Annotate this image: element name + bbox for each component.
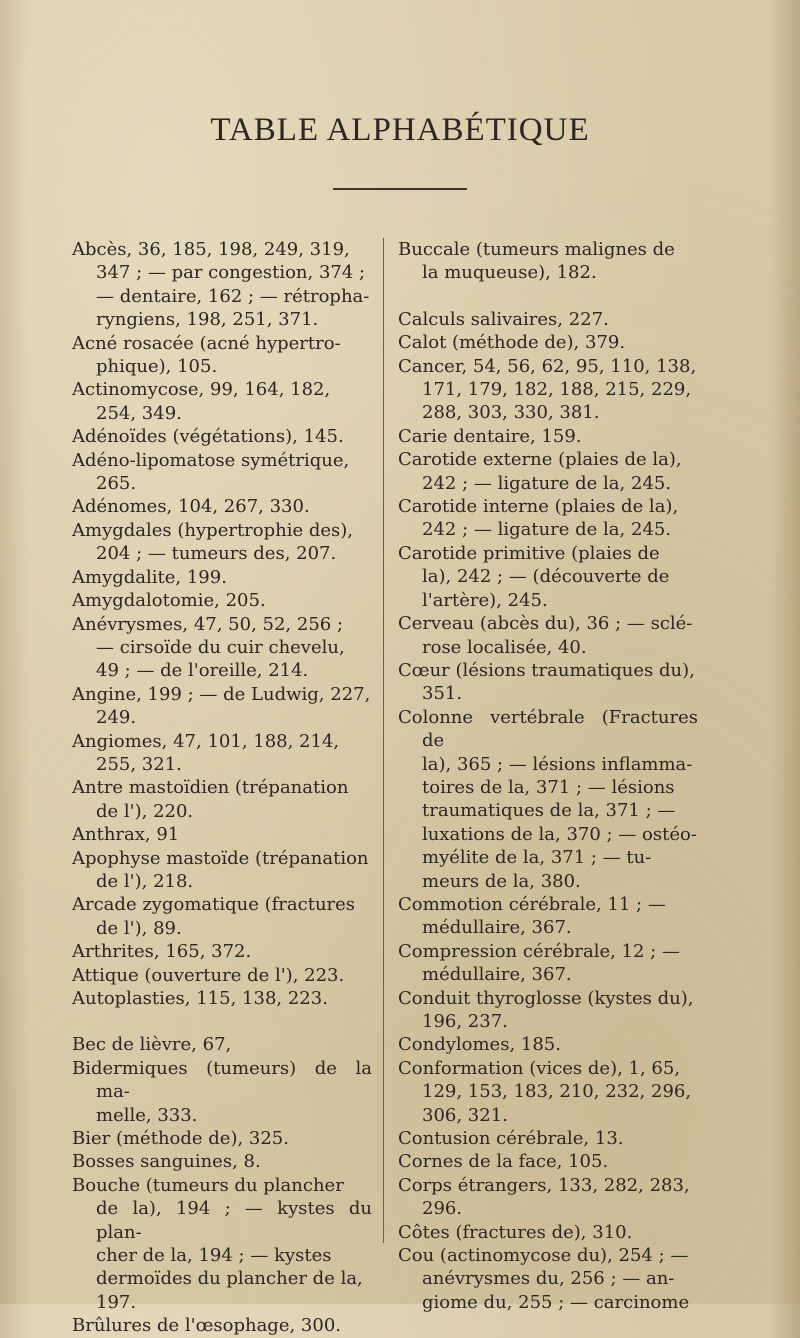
index-entry: Amygdales (hypertrophie des), 204 ; — tumeurs des, 207. xyxy=(72,519,354,565)
index-entry: Adénoïdes (végétations), 145. xyxy=(72,426,344,448)
index-entry: Amygdalotomie, 205. xyxy=(72,590,266,612)
index-entry: Anthrax, 91 xyxy=(72,824,180,846)
section-gap xyxy=(398,285,698,308)
index-column-left xyxy=(72,238,372,1338)
index-column-right xyxy=(398,238,698,1314)
index-entry: Bosses sanguines, 8. xyxy=(72,1151,261,1173)
index-entry: Arthrites, 165, 372. xyxy=(72,941,252,963)
index-entry: Bec de lièvre, 67, xyxy=(72,1034,232,1056)
index-entry: Corps étrangers, 133, 282, 283, 296. xyxy=(398,1174,690,1220)
section-gap xyxy=(72,1010,372,1033)
index-entry: Cœur (lésions traumatiques du), 351. xyxy=(398,659,695,705)
index-entry: Cornes de la face, 105. xyxy=(398,1151,609,1173)
index-entry: Actinomycose, 99, 164, 182, 254, 349. xyxy=(72,379,331,424)
index-entry: Adénomes, 104, 267, 330. xyxy=(72,496,310,518)
page-title: TABLE ALPHABÉTIQUE xyxy=(210,112,590,148)
title-rule xyxy=(333,188,467,190)
index-entry: Carotide interne (plaies de la), 242 ; — ligature de la, 245. xyxy=(398,496,679,541)
index-entry: Attique (ouverture de l'), 223. xyxy=(72,964,345,986)
index-entry: Cerveau (abcès du), 36 ; — sclé- rose localisée, 40. xyxy=(398,613,693,658)
index-entry: Acné rosacée (acné hypertro- phique), 105. xyxy=(72,332,341,378)
index-entry: Conduit thyroglosse (kystes du), 196, 237. xyxy=(398,987,694,1032)
index-entry: Angiomes, 47, 101, 188, 214, 255, 321. xyxy=(72,730,340,775)
index-entry: Calculs salivaires, 227. xyxy=(398,308,609,330)
index-entry: Commotion cérébrale, 11 ; — médullaire, 367. xyxy=(398,893,666,939)
index-entry: Amygdalite, 199. xyxy=(72,566,227,588)
column-divider xyxy=(383,238,384,1243)
index-entry: Apophyse mastoïde (trépanation de l'), 218. xyxy=(72,847,369,892)
index-entry: Compression cérébrale, 12 ; — médullaire, 367. xyxy=(398,940,680,986)
index-entry: Carie dentaire, 159. xyxy=(398,425,582,447)
index-entry: Brûlures de l'œsophage, 300. xyxy=(72,1315,342,1337)
index-entry: Bier (méthode de), 325. xyxy=(72,1128,289,1150)
index-entry: Buccale (tumeurs malignes de la muqueuse), 182. xyxy=(398,239,675,284)
index-entry: Anévrysmes, 47, 50, 52, 256 ; — cirsoïde du cuir chevelu, 49 ; — de l'oreille, 214. xyxy=(72,613,345,682)
index-entry: Bidermiques (tumeurs) de la ma- melle, 333. xyxy=(72,1057,372,1126)
index-entry: Carotide externe (plaies de la), 242 ; — ligature de la, 245. xyxy=(398,449,682,494)
index-entry: Adéno-lipomatose symétrique, 265. xyxy=(72,449,350,495)
index-entry: Côtes (fractures de), 310. xyxy=(398,1221,633,1243)
index-entry: Autoplasties, 115, 138, 223. xyxy=(72,988,328,1009)
index-entry: Colonne vertébrale (Fractures de la), 365 ; — lésions inflamma- toires de la, 371 ; — lésions traumatiques de la, 371 ; — luxations de la, 370 ; — ostéo- myélite de la, 371 ; — tu- meurs de la, 380. xyxy=(398,706,698,892)
index-entry: Cou (actinomycose du), 254 ; — anévrysmes du, 256 ; — an- giome du, 255 ; — carcinome xyxy=(398,1245,690,1313)
index-entry: Bouche (tumeurs du plancher de la), 194 ; — kystes du plan- cher de la, 194 ; — kystes dermoïdes du plancher de la, 197. xyxy=(72,1174,372,1313)
index-entry: Condylomes, 185. xyxy=(398,1034,561,1056)
index-entry: Conformation (vices de), 1, 65, 129, 153, 183, 210, 232, 296, 306, 321. xyxy=(398,1057,692,1126)
index-entry: Antre mastoïdien (trépanation de l'), 220. xyxy=(72,777,349,822)
index-entry: Angine, 199 ; — de Ludwig, 227, 249. xyxy=(72,683,371,729)
index-entry: Calot (méthode de), 379. xyxy=(398,332,626,354)
index-entry: Carotide primitive (plaies de la), 242 ; — (découverte de l'artère), 245. xyxy=(398,542,670,611)
index-entry: Arcade zygomatique (fractures de l'), 89. xyxy=(72,894,356,939)
index-entry: Contusion cérébrale, 13. xyxy=(398,1128,624,1150)
index-entry: Cancer, 54, 56, 62, 95, 110, 138, 171, 179, 182, 188, 215, 229, 288, 303, 330, 381. xyxy=(398,355,697,424)
index-entry: Abcès, 36, 185, 198, 249, 319, 347 ; — par congestion, 374 ; — dentaire, 162 ; — rétropha- ryngiens, 198, 251, 371. xyxy=(72,239,370,331)
